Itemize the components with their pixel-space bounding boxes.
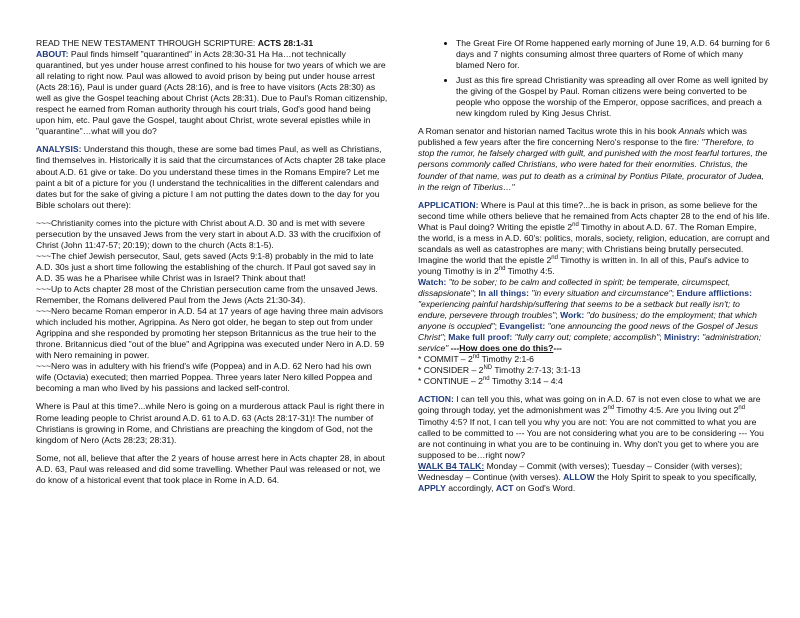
- tacitus-intro: A Roman senator and historian named Tacitus wrote this in his book: [418, 126, 679, 137]
- action-text: Timothy 4:5. Are you living out 2: [614, 405, 739, 416]
- watch-label: Watch:: [418, 276, 447, 287]
- right-column: [418, 38, 770, 501]
- page-title: READ THE NEW TESTAMENT THROUGH SCRIPTURE:: [36, 38, 258, 48]
- endure-label: Endure afflictions:: [676, 287, 752, 298]
- consider-reference: Timothy 2:7-13; 3:1-13: [492, 365, 581, 376]
- action-label: ACTION:: [418, 394, 454, 405]
- proof-text: "fully carry out; complete; accomplish": [512, 332, 660, 343]
- allow-label: ALLOW: [563, 471, 595, 482]
- ordinal-suffix: nd: [498, 266, 506, 273]
- action-paragraph: [418, 394, 770, 493]
- tacitus-quote: "Therefore, to stop the rumor, he falsely charged with guilt, and punished with the most fearful tortures, the persons commonly called Christians, who were hated for their enormities. Christus, the founder of that name, was put to death as a criminal by Pontius Pilate, procurator of Judea, in the reign of Tiberius…": [418, 137, 768, 192]
- evangelist-label: Evangelist:: [499, 321, 546, 332]
- proof-label: Make full proof:: [448, 332, 513, 343]
- walk-text: Monday – Commit (with verses); Tuesday – Consider (with verses); Wednesday – Continue (with verses).: [418, 460, 743, 482]
- ordinal-suffix: nd: [482, 376, 490, 383]
- timeline-item: ~~~Christianity comes into the picture with Christ about A.D. 30 and is met with severe persecution by the unsaved Jews from the very start in about A.D. 33 with the crucifixion of Christ (John 11:47-57; 20:19); down to the church (Acts 8:1-5).: [36, 217, 381, 250]
- timeline-paragraph: [36, 218, 388, 395]
- about-text: Paul finds himself "quarantined" in Acts 28:30-31 Ha Ha…not technically quarantined, but yes under house arrest confined to his house for two years of which we are all relating to right now. Paul was allowed to avoid prison by being put under house arrest (Acts 28:16), Paul is under guard (Acts 28:16), and is free to have visitors (Acts 28:30) as well as give the Gospel teaching about Christ (Acts 28:31). Due to Paul's Roman citizenship, respect he earned from Roman authority through his court trials, God's good hand being upon him, etc. Paul gave the Gospel, taught about Christ, wrote several epistles while in "quarantine"…what will you do?: [36, 49, 388, 137]
- act-text: on God's Word.: [513, 482, 576, 493]
- how-do-prefix: ---: [448, 343, 460, 354]
- scripture-reference: ACTS 28:1-31: [257, 38, 314, 48]
- action-text: I can tell you this, what was going on in A.D. 67 is not even close to what we are going through today, yet the admonishment was 2: [418, 394, 761, 416]
- tacitus-colon: :: [696, 137, 700, 148]
- act-label: ACT: [495, 482, 514, 493]
- allow-text: the Holy Spirit to speak to you specifically,: [594, 471, 757, 482]
- analysis-text: Understand this though, these are some bad times Paul, as well as Christians, find themselves in. Historically it is said that the circumstances of Acts chapter 28 take place about A.D. 61 give or take. Do you understand these times in the Romans Empire? Let me paint a bit of a picture for you (I understand the technicalities in the different calendars and dates but for the sake of giving a picture I am not putting the dates down to the day for you Bible scholars out there):: [36, 144, 386, 210]
- walk-label: WALK B4 TALK:: [418, 460, 485, 471]
- work-label: Work:: [560, 310, 585, 321]
- ordinal-suffix: nd: [738, 405, 746, 412]
- timeline-item: ~~~Nero was in adultery with his friend's wife (Poppea) and in A.D. 62 Nero had his own wife (Octavia) executed; then married Poppea. Three years later Nero killed Poppea and becoming a man who lived by his passions and lacked self-control.: [36, 361, 373, 394]
- action-text: Timothy 4:5? If not, I can tell you why you are not: You are not committed to what you are called to be committed to --- You are not considering what you are to be considering --- You are not continuing in what you are to be continuing in. Why don't you get to where you are supposed to be…right now?: [418, 416, 764, 460]
- watch-text: "to be sober; to be calm and collected in spirit; be temperate, circumspect, dissapsionate": [418, 276, 731, 298]
- work-text: "do business; do the employment; that which anyone is occupied": [418, 310, 757, 332]
- endure-text: "experiencing painful hardship/suffering that seems to be a setback but really isn't; to endure, persevere through troubles": [418, 299, 740, 321]
- apply-text: accordingly,: [445, 482, 494, 493]
- book-title: Annals: [678, 126, 705, 137]
- how-do-suffix: ---: [553, 343, 562, 354]
- tacitus-intro-cont: which was published a few years after the fire concerning Nero's response to the fire: [418, 126, 747, 148]
- ordinal-suffix: nd: [607, 405, 615, 412]
- application-text: Timothy in about A.D. 67. The Roman Empire, the world, is a mess in A.D. 60's: politics, morals, society, religion, education, are corrupt and scandals as well as catastrophes are many; with Christians being brutally persecuted. Imagine the world that the epistle 2: [418, 221, 770, 265]
- timeline-item: ~~~Up to Acts chapter 28 most of the Christian persecution came from the unsaved Jews. Remember, the Romans delivered Paul from the Jews (Acts 21:30-34).: [36, 283, 378, 306]
- continue-reference: Timothy 3:14 – 4:4: [489, 376, 563, 387]
- things-label: In all things:: [478, 287, 529, 298]
- left-column: [36, 38, 388, 493]
- ministry-label: Ministry:: [664, 332, 700, 343]
- list-item: • The Great Fire Of Rome happened early morning of June 19, A.D. 64 burning for 6 days and 7 nights consuming almost three quarters of Rome of which many blamed Nero for.: [456, 38, 770, 71]
- apply-label: APPLY: [418, 482, 446, 493]
- consider-label: * CONSIDER – 2: [418, 365, 484, 376]
- application-text: Timothy 4:5.: [505, 265, 555, 276]
- tacitus-paragraph: [418, 126, 770, 192]
- analysis-label: ANALYSIS:: [36, 144, 82, 155]
- analysis-paragraph: [36, 144, 388, 210]
- ordinal-suffix: nd: [472, 354, 480, 361]
- commit-reference: Timothy 2:1-6: [479, 354, 534, 365]
- commit-line: [418, 354, 534, 364]
- things-text: "in every situation and circumstance": [529, 287, 672, 298]
- commit-label: * COMMIT – 2: [418, 354, 473, 365]
- where-paragraph: Where is Paul at this time?...while Nero is going on a murderous attack Paul is right there in Rome leading people to Christ around A.D. 61 to A.D. 63 (Acts 28:17-31)! The number of Christians is growing in Rome, and Christians are preaching the kingdom of God, not the kingdom of Nero (Acts 28:23; 28:31).: [36, 401, 385, 445]
- ordinal-suffix: nd: [572, 221, 579, 228]
- ordinal-suffix: ND: [483, 365, 493, 372]
- continue-label: * CONTINUE – 2: [418, 376, 483, 387]
- timeline-item: ~~~The chief Jewish persecutor, Saul, gets saved (Acts 9:1-8) probably in the mid to late A.D. 30s just a short time following the establishing of the church. If Paul got saved say in A.D. 35 was he a Pharisee while Christ was in Israel? Think about that!: [36, 250, 376, 283]
- application-text: Timothy is written in. In all of this, Paul's advice to young Timothy is in 2: [418, 254, 749, 276]
- how-do-question: How does one do this?: [459, 343, 554, 354]
- about-label: ABOUT:: [36, 49, 69, 60]
- application-label: APPLICATION:: [418, 199, 479, 210]
- list-item: • Just as this fire spread Christianity was spreading all over Rome as well ignited by the giving of the Gospel by Paul. Roman citizens were being converted to be people who oppose the worship of the Emperor, oppose sacrifices, and preach a new kingdom ruled by King Jesus Christ.: [456, 75, 770, 119]
- some-believe-paragraph: Some, not all, believe that after the 2 years of house arrest here in Acts chapter 28, in about A.D. 63, Paul was released and did some travelling. Whether Paul was released or not, we do know of a historical event that took place in Rome in A.D. 64.: [36, 452, 385, 485]
- continue-line: [418, 376, 563, 386]
- application-paragraph: APPLICATION: Where is Paul at this time?...he is back in prison, as some believe for the second time while others believe that he remained from Acts chapter 28 to the end of his life. What is Paul doing? Writing the epistle 2nd Timothy in about A.D. 67. The Roman Empire, the world, is a mess in A.D. 60's: politics, morals, society, religion, education, are corrupt and scandals as well as catastrophes are many; with Christians being brutally persecuted. Imagine the world that the epistle 2nd Timothy is written in. In all of this, Paul's advice to young Timothy is in 2nd Timothy 4:5. Watch: "to be sober; to be calm and collected in spirit; be temperate, circumspect, dissapsionate"; In all things: "in every situation and circumstance"; Endure afflictions: "experiencing painful hardship/suffering that seems to be a setback but really isn't; to endure, persevere through troubles"; Work: "do business; do the employment; that which anyone is occupied"; Evangelist: "one announcing the good news of the Gospel of Jesus Christ"; Make full proof: "fully carry out; complete; accomplish"; Ministry: "administration; service" ---How does one do this?--- * COMMIT – 2nd Timothy 2:1-6 * CONSIDER – 2ND Timothy 2:7-13; 3:1-13 * CONTINUE – 2nd Timothy 3:14 – 4:4: [418, 199, 770, 387]
- application-text: Where is Paul at this time?...he is back in prison, as some believe for the second time while others believe that he remained from Acts chapter 28 to the end of his life. What is Paul doing? Writing the epistle 2: [418, 199, 770, 232]
- ordinal-suffix: nd: [551, 254, 558, 261]
- timeline-item: ~~~Nero became Roman emperor in A.D. 54 at 17 years of age having three main advisors which included his mother, Agrippina. As Nero got older, he began to step out from under Agrippina and she responded by promoting her stepson Britannicus as the true heir to the throne. Britannicus died "out of the blue" and Agrippina was executed under Nero in A.D. 59 with Nero remaining in power.: [36, 306, 385, 361]
- consider-line: [418, 365, 580, 375]
- fire-bullet-list: [418, 38, 770, 119]
- title-paragraph: [36, 38, 388, 137]
- evangelist-text: "one announcing the good news of the Gospel of Jesus Christ": [418, 321, 759, 343]
- ministry-text: "administration; service": [418, 332, 762, 354]
